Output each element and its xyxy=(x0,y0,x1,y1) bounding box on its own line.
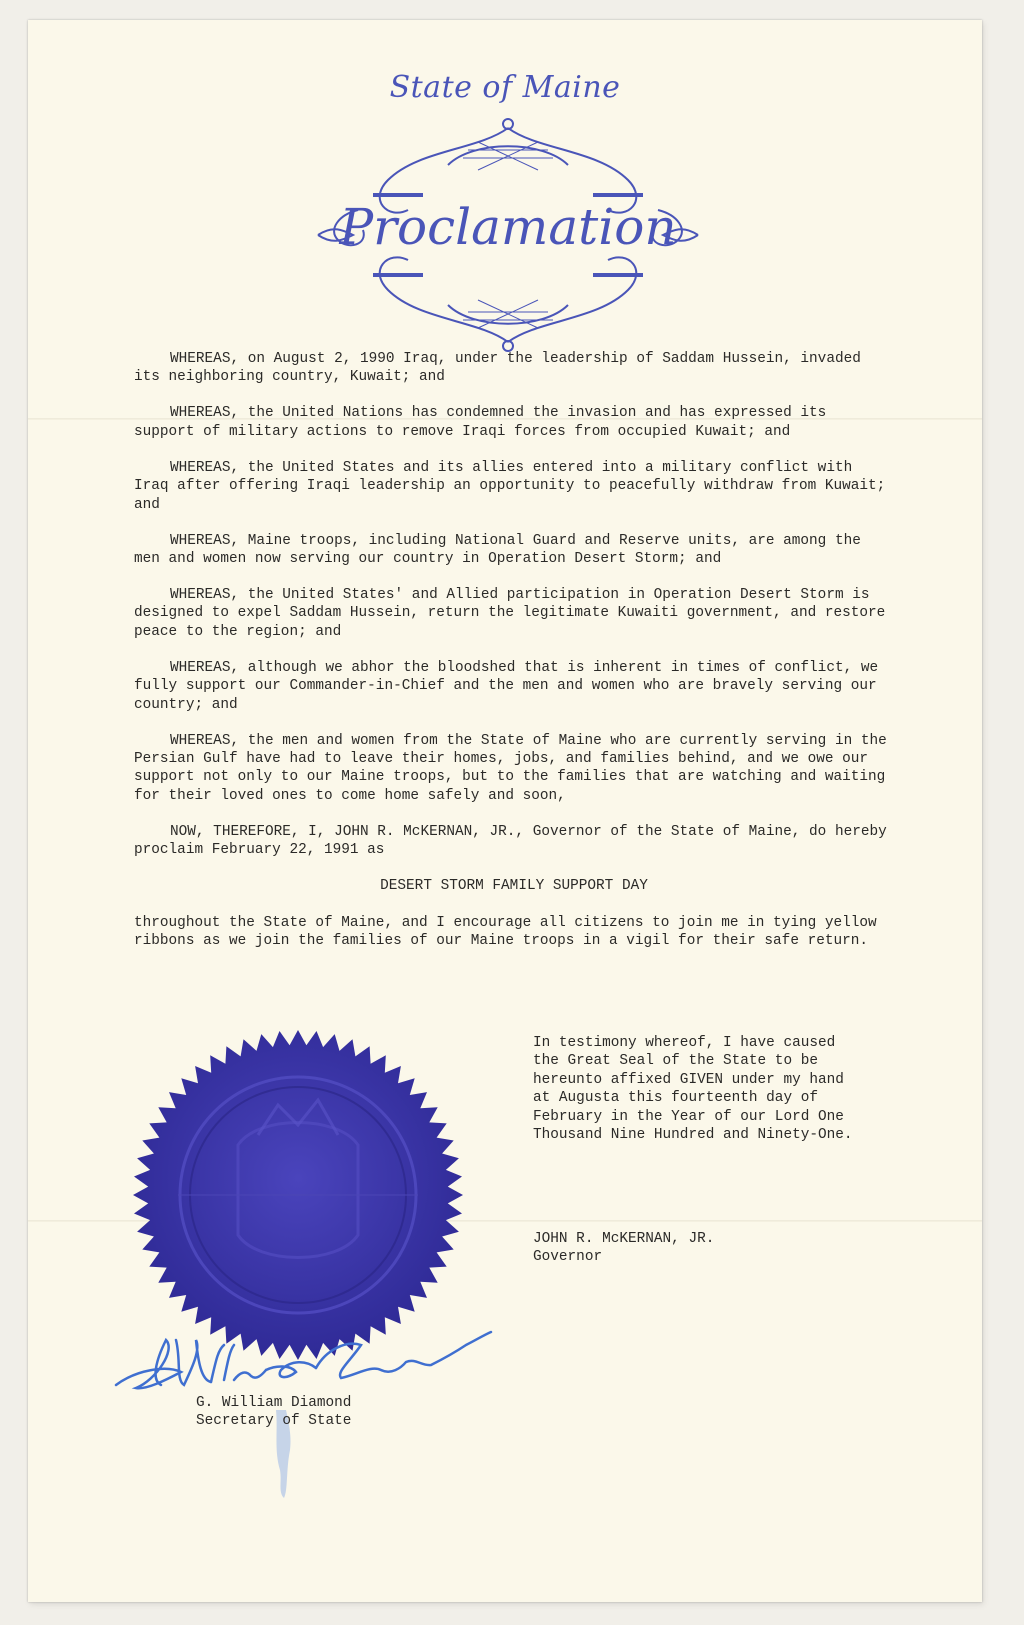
therefore-paragraph: NOW, THEREFORE, I, JOHN R. McKERNAN, JR., Governor of the State of Maine, do hereby proclaim February 22, 1991 as xyxy=(134,823,887,859)
whereas-paragraph: WHEREAS, although we abhor the bloodshed that is inherent in times of conflict, we fully support our Commander-in-Chief and the men and women who are bravely serving our country; and xyxy=(134,659,879,713)
testimony-clause: In testimony whereof, I have caused the Great Seal of the State to be hereunto affixed GIVEN under my hand at Augusta this fourteenth day of February in the Year of our Lord One Thousand Nine Hundred and Ninety-One. xyxy=(533,1035,853,1144)
whereas-paragraph: WHEREAS, the United States and its allies entered into a military conflict with Iraq after offering Iraqi leadership an opportunity to peacefully withdraw from Kuwait; and xyxy=(134,459,886,513)
whereas-paragraph: WHEREAS, the men and women from the State of Maine who are currently serving in the Persian Gulf have had to leave their homes, jobs, and families behind, and we owe our support not only to our Maine troops, but to the families that are watching and waiting for their loved ones to come home safely and soon, xyxy=(134,732,887,804)
whereas-paragraph: WHEREAS, Maine troops, including National Guard and Reserve units, are among the men and women now serving our country in Operation Desert Storm; and xyxy=(134,532,861,568)
proclamation-heading: Proclamation xyxy=(339,198,677,256)
day-title: DESERT STORM FAMILY SUPPORT DAY xyxy=(380,878,648,895)
secretary-name: G. William Diamond xyxy=(196,1395,352,1411)
governor-title: Governor xyxy=(533,1249,603,1266)
whereas-paragraph: WHEREAS, the United States' and Allied participation in Operation Desert Storm is designed to expel Saddam Hussein, return the legitimate Kuwaiti government, and restore peace to the region; and xyxy=(134,587,886,640)
secretary-signature-block xyxy=(196,1394,351,1431)
proclamation-emblem xyxy=(298,110,718,360)
secretary-title: Secretary of State xyxy=(196,1413,352,1430)
state-title: State of Maine xyxy=(389,70,621,105)
proclamation-sheet xyxy=(28,20,982,1602)
closing-paragraph: throughout the State of Maine, and I encourage all citizens to join me in tying yellow ribbons as we join the families of our Maine troops in a vigil for their safe return. xyxy=(134,914,877,950)
governor-signature-block xyxy=(533,1230,714,1267)
whereas-paragraph: WHEREAS, the United Nations has condemned the invasion and has expressed its support of military actions to remove Iraqi forces from occupied Kuwait; and xyxy=(134,405,827,440)
proclamation-body xyxy=(134,350,894,951)
governor-name: JOHN R. McKERNAN, JR. xyxy=(533,1231,715,1247)
whereas-paragraph: WHEREAS, on August 2, 1990 Iraq, under the leadership of Saddam Hussein, invaded its neighboring country, Kuwait; and xyxy=(134,351,861,386)
